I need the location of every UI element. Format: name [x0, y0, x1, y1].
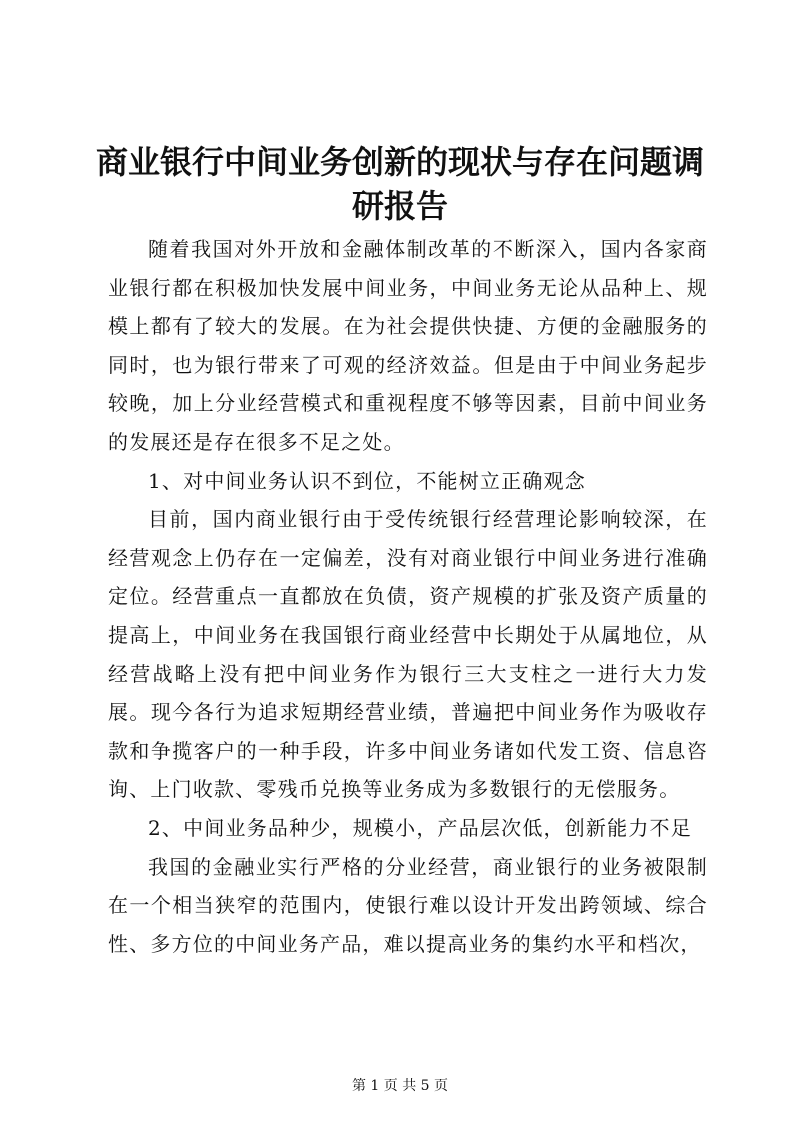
page-number-footer: 第 1 页 共 5 页: [351, 1078, 449, 1094]
paragraph-intro: 随着我国对外开放和金融体制改革的不断深入，国内各家商业银行都在积极加快发展中间业务，中间业务无论从品种上、规模上都有了较大的发展。在为社会提供快捷、方便的金融服务的同时，也为银行带来了可观的经济效益。但是由于中间业务起步较晚，加上分业经营模式和重视程度不够等因素，目前中间业务的发展还是存在很多不足之处。: [108, 237, 708, 454]
document-body: [108, 230, 708, 963]
section-heading-2: 2、中间业务品种少，规模小，产品层次低，创新能力不足: [148, 815, 692, 840]
section-heading-1: 1、对中间业务认识不到位，不能树立正确观念: [148, 468, 586, 493]
document-title: 商业银行中间业务创新的现状与存在问题调研报告: [95, 143, 704, 225]
paragraph-section-2: 我国的金融业实行严格的分业经营，商业银行的业务被限制在一个相当狭窄的范围内，使银行难以设计开发出跨领域、综合性、多方位的中间业务产品，难以提高业务的集约水平和档次，: [108, 854, 708, 956]
paragraph-section-1: 目前，国内商业银行由于受传统银行经营理论影响较深，在经营观念上仍存在一定偏差，没有对商业银行中间业务进行准确定位。经营重点一直都放在负债，资产规模的扩张及资产质量的提高上，中间业务在我国银行商业经营中长期处于从属地位，从经营战略上没有把中间业务作为银行三大支柱之一进行大力发展。现今各行为追求短期经营业绩，普遍把中间业务作为吸收存款和争揽客户的一种手段，许多中间业务诸如代发工资、信息咨询、上门收款、零残币兑换等业务成为多数银行的无偿服务。: [108, 507, 708, 802]
